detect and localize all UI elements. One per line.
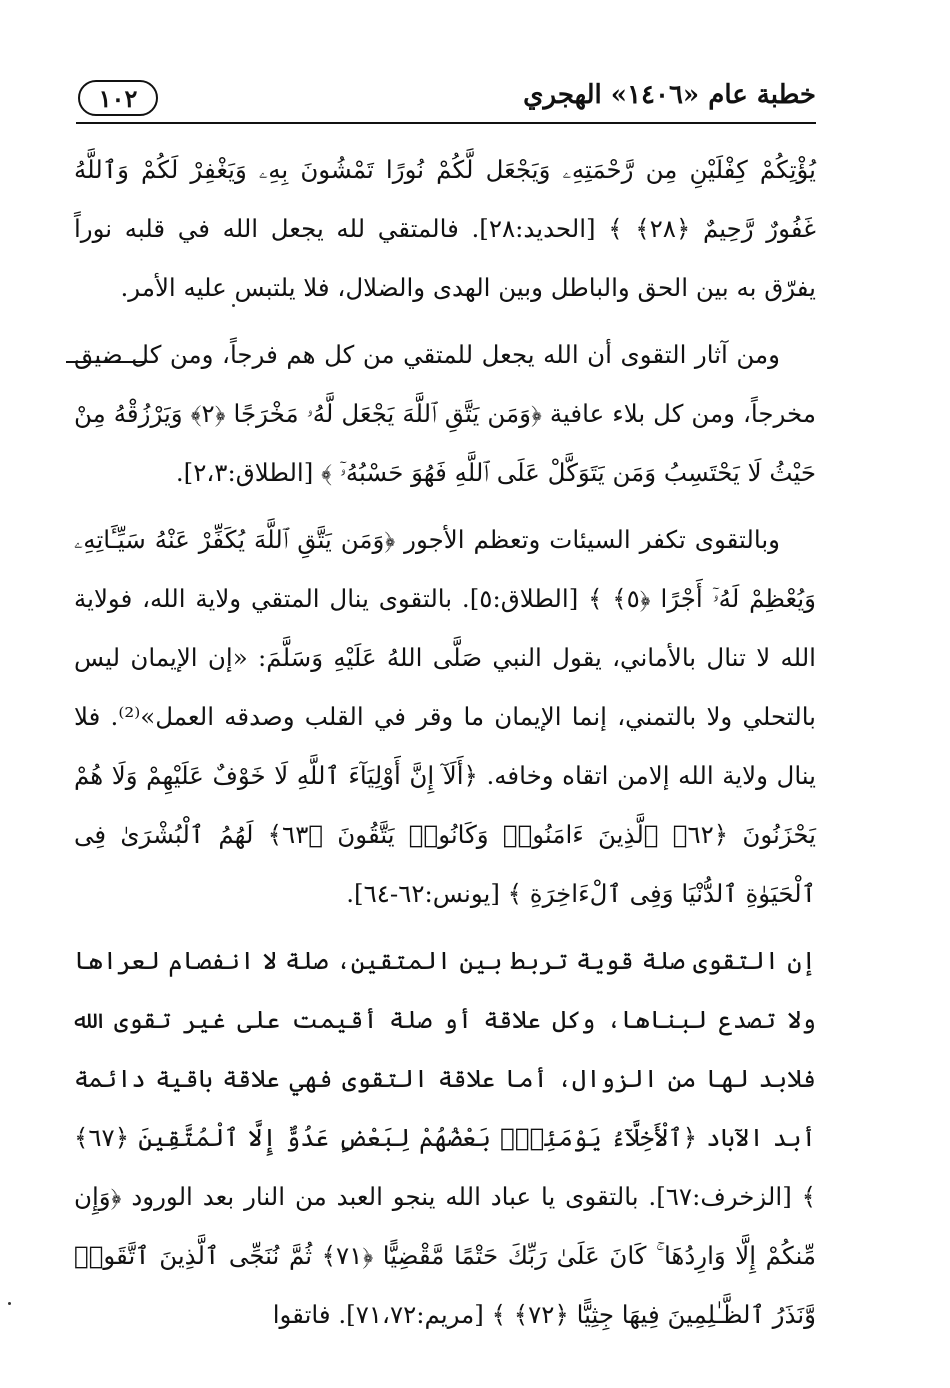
- paragraph-1: يُؤْتِكُمْ كِفْلَيْنِ مِن رَّحْمَتِهِۦ وَيَجْعَل لَّكُمْ نُورًا تَمْشُونَ بِهِۦ وَيَغْفِرْ لَكُمْ وَٱللَّهُ غَفُورٌ رَّحِيمٌ ﴿٢٨﴾ ﴾ [الحديد:٢٨]. فالمتقي لله يجعل الله في قلبه نوراً يفرّق به بين الحق والباطل وبين الهدى والضلال، فلا يلتبس عليه الأمر.: [74, 155, 816, 302]
- paragraph-2: ومن آثار التقوى أن الله يجعل للمتقي من كل هم فرجاً، ومن كل ضيق مخرجاً، ومن كل بلاء عافية ﴿وَمَن يَتَّقِ ٱللَّهَ يَجْعَل لَّهُۥ مَخْرَجًا ﴿٢﴾ وَيَرْزُقْهُ مِنْ حَيْثُ لَا يَحْتَسِبُ وَمَن يَتَوَكَّلْ عَلَى ٱللَّهِ فَهُوَ حَسْبُهُۥٓ ﴾ [الطلاق:٢،٣].: [74, 340, 816, 487]
- page-header: [76, 78, 816, 128]
- page-number: ١٠٢: [78, 80, 158, 116]
- scan-speck: [232, 304, 235, 307]
- header-divider: [76, 122, 816, 124]
- paragraph-3: وبالتقوى تكفر السيئات وتعظم الأجور ﴿وَمَن يَتَّقِ ٱللَّهَ يُكَفِّرْ عَنْهُ سَيِّـَٔاتِهِۦ وَيُعْظِمْ لَهُۥٓ أَجْرًا ﴿٥﴾ ﴾ [الطلاق:٥]. بالتقوى ينال المتقي ولاية الله، فولاية الله لا تنال بالأماني، يقول النبي صَلَّى اللهُ عَلَيْهِ وَسَلَّمَ: «إن الإيمان ليس بالتحلي ولا بالتمني، إنما الإيمان ما وقر في القلب وصدقه العمل»⁽²⁾. فلا ينال ولاية الله إلامن اتقاه وخافه. ﴿أَلَآ إِنَّ أَوْلِيَآءَ ٱللَّهِ لَا خَوْفٌ عَلَيْهِمْ وَلَا هُمْ يَحْزَنُونَ ﴿٦٢﴾ ٱلَّذِينَ ءَامَنُوا۟ وَكَانُوا۟ يَتَّقُونَ ﴿٦٣﴾ لَهُمُ ٱلْبُشْرَىٰ فِى ٱلْحَيَوٰةِ ٱلدُّنْيَا وَفِى ٱلْءَاخِرَةِ ﴾ [يونس:٦٢-٦٤].: [74, 525, 816, 908]
- scan-pen-stroke: [66, 361, 144, 363]
- page-body: [74, 140, 816, 1344]
- scan-speck: [8, 1302, 11, 1305]
- paragraph-4: إن التقوى صلة قوية تربط بين المتقين، صلة لا انفصام لعراها ولا تصدع لبناها، وكل علاقة أو صلة أقيمت على غير تقوى الله فلابد لها من الزوال، أما علاقة التقوى فهي علاقة باقية دائمة أبد الآباد ﴿ٱلْأَخِلَّآءُ يَوْمَئِذٍۭ بَعْضُهُمْ لِبَعْضٍ عَدُوٌّ إِلَّا ٱلْمُتَّقِينَ ﴿٦٧﴾ ﴾ [الزخرف:٦٧]. بالتقوى يا عباد الله ينجو العبد من النار بعد الورود ﴿وَإِن مِّنكُمْ إِلَّا وَارِدُهَا ۚ كَانَ عَلَىٰ رَبِّكَ حَتْمًا مَّقْضِيًّا ﴿٧١﴾ ثُمَّ نُنَجِّى ٱلَّذِينَ ٱتَّقَوا۟ وَّنَذَرُ ٱلظَّـٰلِمِينَ فِيهَا جِثِيًّا ﴿٧٢﴾ ﴾ [مريم:٧١،٧٢]. فاتقوا: [74, 946, 817, 1329]
- running-title: خطبة عام «١٤٠٦» الهجري: [523, 80, 816, 110]
